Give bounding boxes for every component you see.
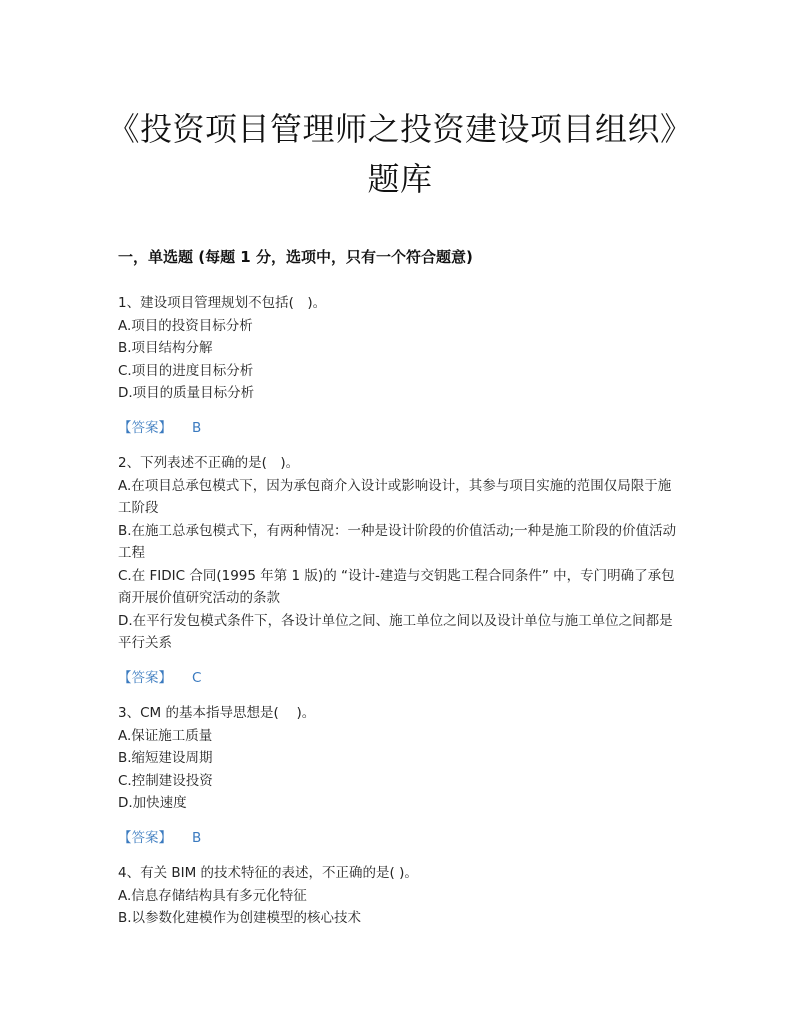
document-title: 《投资项目管理师之投资建设项目组织》题库 <box>107 110 693 198</box>
answer-line <box>118 667 684 690</box>
question-option: C.项目的进度目标分析 <box>118 362 254 379</box>
answer-line <box>118 417 684 440</box>
question-stem: 1、建设项目管理规划不包括( )。 <box>118 295 327 311</box>
answer-value: B <box>192 419 202 436</box>
answer-value: C <box>192 669 202 686</box>
question-option: A.项目的投资目标分析 <box>118 317 253 334</box>
question-option: D.项目的质量目标分析 <box>118 385 255 401</box>
question-item <box>118 452 684 689</box>
answer-label: 【答案】 <box>118 829 172 846</box>
answer-label: 【答案】 <box>118 419 172 436</box>
answer-label: 【答案】 <box>118 669 172 686</box>
section-heading: 一，单选题 (每题 1 分，选项中，只有一个符合题意) <box>118 248 473 266</box>
question-option: C.控制建设投资 <box>118 772 213 789</box>
question-option: B.项目结构分解 <box>118 340 213 356</box>
question-option: B.缩短建设周期 <box>118 750 213 766</box>
question-stem: 2、下列表述不正确的是( )。 <box>118 455 300 471</box>
question-stem: 4、有关 BIM 的技术特征的表述，不正确的是( )。 <box>118 865 418 881</box>
question-option: C.在 FIDIC 合同(1995 年第 1 版)的 “设计-建造与交钥匙工程合同条件” 中，专门明确了承包商开展价值研究活动的条款 <box>118 567 675 606</box>
question-option: A.保证施工质量 <box>118 727 213 744</box>
question-option: D.加快速度 <box>118 795 187 811</box>
answer-line <box>118 827 684 850</box>
question-option: A.在项目总承包模式下，因为承包商介入设计或影响设计，其参与项目实施的范围仅局限于施工阶段 <box>118 477 672 516</box>
question-item <box>118 702 684 849</box>
answer-value: B <box>192 829 202 846</box>
question-item <box>118 862 684 930</box>
question-list <box>118 292 684 930</box>
question-option: B.在施工总承包模式下，有两种情况：一种是设计阶段的价值活动;一种是施工阶段的价值活动工程 <box>118 522 677 561</box>
question-item <box>118 292 684 439</box>
question-option: D.在平行发包模式条件下，各设计单位之间、施工单位之间以及设计单位与施工单位之间都是平行关系 <box>118 612 673 651</box>
question-stem: 3、CM 的基本指导思想是( )。 <box>118 705 316 721</box>
question-option: A.信息存储结构具有多元化特征 <box>118 887 307 904</box>
question-option: B.以参数化建模作为创建模型的核心技术 <box>118 910 362 926</box>
